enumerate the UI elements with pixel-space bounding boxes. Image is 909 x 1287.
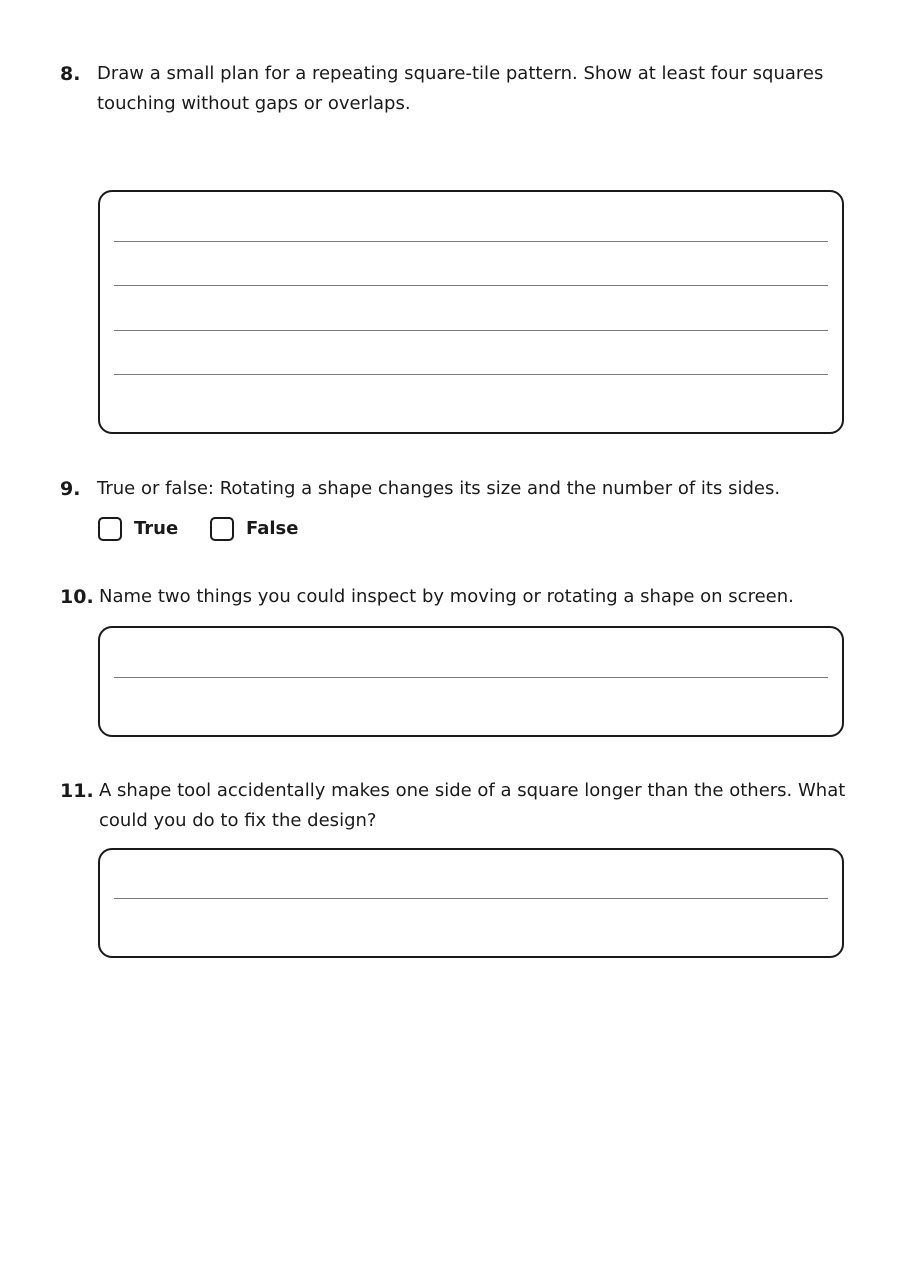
- true-checkbox[interactable]: [98, 517, 122, 541]
- question-11-text-line-1: A shape tool accidentally makes one side of a square longer than the others. What: [99, 780, 846, 801]
- question-8-text: [97, 59, 857, 119]
- answer-line: [114, 330, 828, 331]
- question-9-number: 9.: [60, 478, 81, 500]
- option-true-label: True: [134, 518, 179, 539]
- question-9-text: True or false: Rotating a shape changes its size and the number of its sides.: [97, 478, 781, 499]
- question-8-answer-box[interactable]: [98, 190, 844, 434]
- question-11-text: [99, 776, 859, 836]
- answer-line: [114, 677, 828, 678]
- question-8-number: 8.: [60, 63, 81, 85]
- answer-line: [114, 241, 828, 242]
- question-11-text-line-2: could you do to fix the design?: [99, 810, 377, 831]
- option-false[interactable]: [210, 514, 298, 544]
- question-11-number: 11.: [60, 780, 94, 802]
- question-8-text-line-1: Draw a small plan for a repeating square-tile pattern. Show at least four squares: [97, 63, 824, 84]
- question-11-answer-box[interactable]: [98, 848, 844, 958]
- question-10-number: 10.: [60, 586, 94, 608]
- question-8-text-line-2: touching without gaps or overlaps.: [97, 93, 411, 114]
- answer-line: [114, 898, 828, 899]
- answer-line: [114, 374, 828, 375]
- option-true[interactable]: [98, 514, 178, 544]
- option-false-label: False: [246, 518, 299, 539]
- false-checkbox[interactable]: [210, 517, 234, 541]
- answer-line: [114, 285, 828, 286]
- question-10-answer-box[interactable]: [98, 626, 844, 737]
- question-10-text: Name two things you could inspect by moving or rotating a shape on screen.: [99, 586, 794, 607]
